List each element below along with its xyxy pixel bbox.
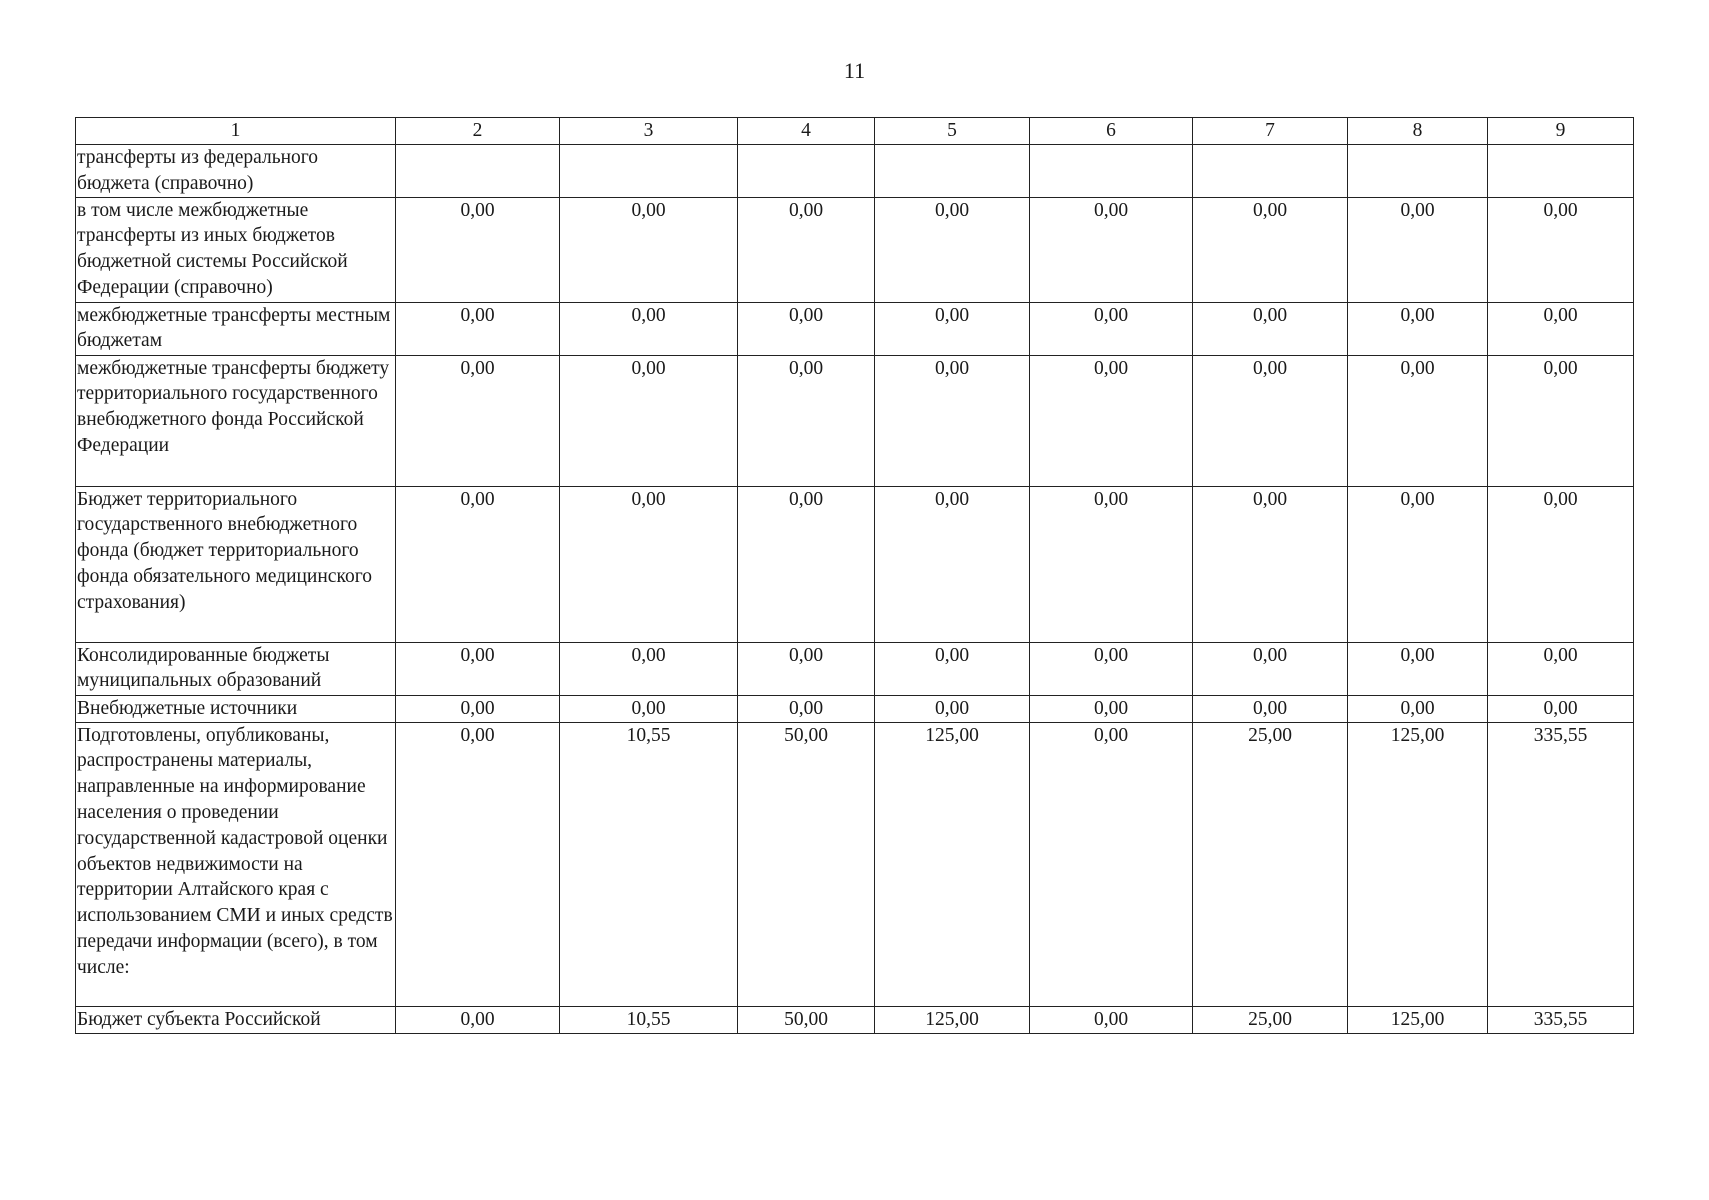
table-cell: 0,00	[396, 302, 560, 355]
table-cell: 0,00	[1030, 486, 1193, 642]
table-cell	[1348, 145, 1488, 198]
column-header: 6	[1030, 118, 1193, 145]
budget-table	[75, 117, 1634, 1034]
table-cell: 335,55	[1488, 1006, 1634, 1033]
table-cell: 0,00	[1488, 355, 1634, 486]
table-cell: 0,00	[1193, 695, 1348, 722]
table-cell: 0,00	[396, 197, 560, 302]
table-cell: 335,55	[1488, 722, 1634, 1006]
table-cell: 0,00	[738, 302, 875, 355]
table-cell: 0,00	[875, 695, 1030, 722]
table-cell: 10,55	[560, 722, 738, 1006]
table-row	[76, 695, 1634, 722]
table-cell: 0,00	[1488, 197, 1634, 302]
table-cell: 0,00	[1348, 302, 1488, 355]
table-cell: 0,00	[1030, 695, 1193, 722]
table-cell: 0,00	[1348, 486, 1488, 642]
table-cell: 0,00	[875, 486, 1030, 642]
column-header: 3	[560, 118, 738, 145]
table-cell: 25,00	[1193, 722, 1348, 1006]
table-cell: 0,00	[560, 695, 738, 722]
table-cell	[875, 145, 1030, 198]
table-cell: 0,00	[738, 695, 875, 722]
table-cell: 0,00	[560, 642, 738, 695]
table-cell: 0,00	[1193, 642, 1348, 695]
table-row	[76, 302, 1634, 355]
table-row	[76, 1006, 1634, 1033]
table-row	[76, 197, 1634, 302]
table-cell: 0,00	[560, 302, 738, 355]
row-label: в том числе межбюджетные трансферты из иных бюджетов бюджетной системы Российской Федерации (справочно)	[76, 197, 396, 302]
row-label: Бюджет субъекта Российской	[76, 1006, 396, 1033]
table-cell: 0,00	[1193, 197, 1348, 302]
table-cell: 0,00	[738, 642, 875, 695]
row-label: трансферты из федерального бюджета (справочно)	[76, 145, 396, 198]
column-header: 9	[1488, 118, 1634, 145]
table-cell: 0,00	[396, 722, 560, 1006]
table-cell	[738, 145, 875, 198]
row-label: Подготовлены, опубликованы, распространены материалы, направленные на информирование населения о проведении государственной кадастровой оценки объектов недвижимости на территории Алтайского края с использованием СМИ и иных средств передачи информации (всего), в том числе:	[76, 722, 396, 1006]
column-header: 4	[738, 118, 875, 145]
table-cell: 0,00	[875, 197, 1030, 302]
table-cell: 0,00	[1193, 302, 1348, 355]
table-row	[76, 355, 1634, 486]
table-cell: 0,00	[1030, 722, 1193, 1006]
table-cell: 0,00	[1488, 642, 1634, 695]
table-cell	[560, 145, 738, 198]
row-label: межбюджетные трансферты местным бюджетам	[76, 302, 396, 355]
table-cell: 125,00	[1348, 722, 1488, 1006]
table-cell: 0,00	[1488, 695, 1634, 722]
table-cell: 25,00	[1193, 1006, 1348, 1033]
row-label: Внебюджетные источники	[76, 695, 396, 722]
table-row	[76, 722, 1634, 1006]
table-cell: 0,00	[738, 355, 875, 486]
table-row	[76, 642, 1634, 695]
table-cell	[396, 145, 560, 198]
table-cell: 0,00	[560, 197, 738, 302]
table-cell: 0,00	[560, 486, 738, 642]
table-cell: 0,00	[396, 355, 560, 486]
table-cell: 0,00	[1030, 355, 1193, 486]
table-cell: 0,00	[738, 486, 875, 642]
table-cell: 0,00	[560, 355, 738, 486]
header-row	[76, 118, 1634, 145]
table-cell: 50,00	[738, 1006, 875, 1033]
table-cell: 50,00	[738, 722, 875, 1006]
table-cell: 0,00	[1030, 302, 1193, 355]
page-number: 11	[843, 58, 866, 83]
table-cell: 0,00	[738, 197, 875, 302]
table-cell: 0,00	[1488, 302, 1634, 355]
table-cell: 0,00	[1348, 695, 1488, 722]
column-header: 5	[875, 118, 1030, 145]
table-cell: 0,00	[1193, 355, 1348, 486]
table-cell: 125,00	[875, 1006, 1030, 1033]
table-cell	[1488, 145, 1634, 198]
table-cell: 125,00	[875, 722, 1030, 1006]
table-cell: 0,00	[1030, 642, 1193, 695]
table-cell	[1193, 145, 1348, 198]
table-cell: 0,00	[1348, 197, 1488, 302]
row-label: Бюджет территориального государственного внебюджетного фонда (бюджет территориального фонда обязательного медицинского страхования)	[76, 486, 396, 642]
table-cell: 10,55	[560, 1006, 738, 1033]
table-cell: 0,00	[396, 642, 560, 695]
table-row	[76, 145, 1634, 198]
table-cell	[1030, 145, 1193, 198]
column-header: 8	[1348, 118, 1488, 145]
row-label: межбюджетные трансферты бюджету территориального государственного внебюджетного фонда Российской Федерации	[76, 355, 396, 486]
table-cell: 0,00	[396, 1006, 560, 1033]
column-header: 2	[396, 118, 560, 145]
table-row	[76, 486, 1634, 642]
table-cell: 0,00	[875, 302, 1030, 355]
table-cell: 0,00	[1030, 197, 1193, 302]
row-label: Консолидированные бюджеты муниципальных образований	[76, 642, 396, 695]
table-cell: 125,00	[1348, 1006, 1488, 1033]
column-header: 1	[76, 118, 396, 145]
table-cell: 0,00	[875, 355, 1030, 486]
table-cell: 0,00	[875, 642, 1030, 695]
table-cell: 0,00	[1488, 486, 1634, 642]
table-cell: 0,00	[396, 486, 560, 642]
table-cell: 0,00	[1030, 1006, 1193, 1033]
table-cell: 0,00	[1193, 486, 1348, 642]
table-cell: 0,00	[1348, 642, 1488, 695]
table-cell: 0,00	[1348, 355, 1488, 486]
table-cell: 0,00	[396, 695, 560, 722]
column-header: 7	[1193, 118, 1348, 145]
